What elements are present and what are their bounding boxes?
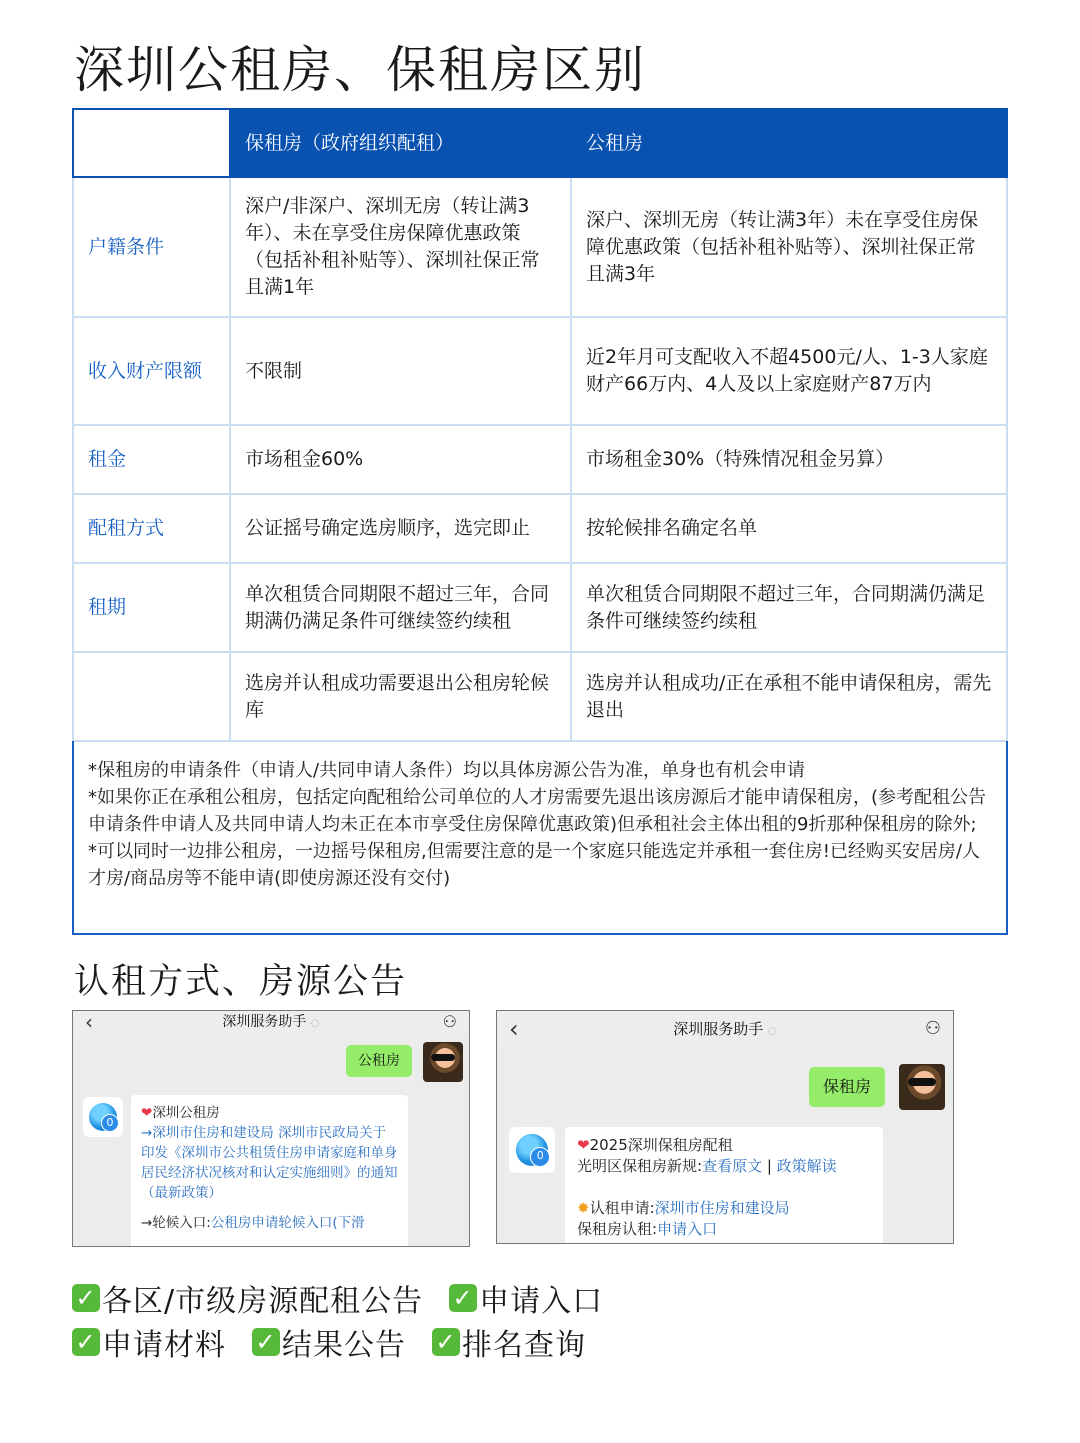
cell-bao: 不限制 bbox=[230, 317, 571, 425]
checkmark-icon: ✓ bbox=[252, 1328, 280, 1356]
entry-row bbox=[141, 1213, 398, 1233]
zero-badge: 0 bbox=[101, 1114, 119, 1132]
line1-prefix: 光明区保租房新规: bbox=[577, 1157, 703, 1175]
heart-icon: ❤ bbox=[141, 1105, 153, 1121]
notes-box bbox=[72, 741, 1008, 935]
table-row bbox=[73, 494, 1007, 563]
user-message-bubble: 保租房 bbox=[809, 1067, 885, 1107]
checklist-row-2 bbox=[72, 1320, 612, 1364]
note-line: *保租房的申请条件（申请人/共同申请人条件）均以具体房源公告为准，单身也有机会申请 bbox=[88, 760, 806, 781]
rent-row bbox=[577, 1219, 871, 1240]
header-gongzufang: 公租房 bbox=[571, 109, 1007, 177]
user-avatar bbox=[423, 1042, 463, 1082]
card-title: 2025深圳保租房配租 bbox=[589, 1136, 733, 1154]
back-icon[interactable]: ‹ bbox=[509, 1015, 519, 1043]
chat-title: 深圳服务助手 bbox=[673, 1020, 764, 1038]
cell-gong: 选房并认租成功/正在承租不能申请保租房，需先退出 bbox=[571, 652, 1007, 741]
bot-message-card bbox=[131, 1095, 408, 1247]
user-message-bubble: 公租房 bbox=[346, 1045, 412, 1077]
table-header-row bbox=[73, 109, 1007, 177]
note-line: *可以同时一边排公租房，一边摇号保租房,但需要注意的是一个家庭只能选定并承租一套住房!已经购买安居房/人才房/商品房等不能申请(即使房源还没有交付) bbox=[88, 841, 980, 889]
sun-icon: ✹ bbox=[577, 1199, 590, 1217]
table-row bbox=[73, 425, 1007, 494]
view-original-link[interactable]: 查看原文 bbox=[702, 1157, 763, 1175]
checklist-row-1 bbox=[72, 1276, 629, 1320]
cell-gong: 按轮候排名确定名单 bbox=[571, 494, 1007, 563]
cell-gong: 单次租赁合同期限不超过三年，合同期满仍满足条件可继续签约续租 bbox=[571, 563, 1007, 652]
bot-avatar-icon bbox=[509, 1127, 555, 1173]
table-row bbox=[73, 652, 1007, 741]
header-empty-cell bbox=[73, 109, 230, 177]
cell-gong: 深户、深圳无房（转让满3年）未在享受住房保障优惠政策（包括补租补贴等）、深圳社保正常且满3年 bbox=[571, 177, 1007, 317]
row-label bbox=[73, 652, 230, 741]
cell-bao: 市场租金60% bbox=[230, 425, 571, 494]
chat-screenshot-left bbox=[72, 1010, 470, 1247]
table-row bbox=[73, 317, 1007, 425]
header-baozufang: 保租房（政府组织配租） bbox=[230, 109, 571, 177]
bot-message-card bbox=[565, 1127, 883, 1244]
check-item bbox=[432, 1320, 586, 1364]
heart-icon: ❤ bbox=[577, 1136, 590, 1154]
avatar-glasses bbox=[908, 1078, 936, 1086]
row-label: 租金 bbox=[73, 425, 230, 494]
user-avatar bbox=[899, 1064, 945, 1110]
table-row bbox=[73, 563, 1007, 652]
checkmark-icon: ✓ bbox=[432, 1328, 460, 1356]
check-item-label: 申请材料 bbox=[102, 1328, 226, 1363]
table-row bbox=[73, 177, 1007, 317]
entry-link[interactable]: 公租房申请轮候入口(下滑 bbox=[210, 1215, 365, 1231]
row-label: 配租方式 bbox=[73, 494, 230, 563]
card-title-row bbox=[577, 1135, 871, 1156]
avatar-glasses bbox=[431, 1054, 455, 1061]
cell-gong: 市场租金30%（特殊情况租金另算） bbox=[571, 425, 1007, 494]
checkmark-icon: ✓ bbox=[72, 1328, 100, 1356]
user-icon[interactable]: ⚇ bbox=[442, 1012, 457, 1031]
check-item-label: 各区/市级房源配租公告 bbox=[102, 1284, 424, 1319]
row-label: 收入财产限额 bbox=[73, 317, 230, 425]
cell-bao: 选房并认租成功需要退出公租房轮候库 bbox=[230, 652, 571, 741]
new-rules-row bbox=[577, 1156, 871, 1177]
chat-header bbox=[73, 1011, 469, 1035]
line3-prefix: 保租房认租: bbox=[577, 1220, 658, 1238]
cell-bao: 深户/非深户、深圳无房（转让满3年）、未在享受住房保障优惠政策（包括补租补贴等）、深圳社保正常且满1年 bbox=[230, 177, 571, 317]
user-icon[interactable]: ⚇ bbox=[924, 1018, 941, 1039]
policy-link[interactable]: →深圳市住房和建设局 深圳市民政局关于印发《深圳市公共租赁住房申请家庭和单身居民经济状况核对和认定实施细则》的通知（最新政策） bbox=[141, 1125, 398, 1201]
check-item-label: 结果公告 bbox=[282, 1328, 406, 1363]
cell-bao: 单次租赁合同期限不超过三年，合同期满仍满足条件可继续签约续租 bbox=[230, 563, 571, 652]
section-subtitle: 认租方式、房源公告 bbox=[74, 962, 408, 1002]
entry-prefix: →轮候入口: bbox=[141, 1215, 211, 1231]
apply-row bbox=[577, 1198, 871, 1219]
card-title: 深圳公租房 bbox=[152, 1105, 220, 1121]
chat-screenshot-right bbox=[496, 1010, 954, 1244]
cell-gong: 近2年月可支配收入不超4500元/人、1-3人家庭财产66万内、4人及以上家庭财产87万内 bbox=[571, 317, 1007, 425]
note-line: *如果你正在承租公租房，包括定向配租给公司单位的人才房需要先退出该房源后才能申请保租房，(参考配租公告申请条件申请人及共同申请人均未正在本市享受住房保障优惠政策)但承租社会主体出租的9折那种保租房的除外; bbox=[88, 787, 987, 835]
back-icon[interactable]: ‹ bbox=[85, 1010, 93, 1034]
row-label: 户籍条件 bbox=[73, 177, 230, 317]
check-item bbox=[72, 1276, 423, 1320]
ear-icon: ◌ bbox=[768, 1026, 777, 1037]
page-title: 深圳公租房、保租房区别 bbox=[74, 41, 646, 99]
row-label: 租期 bbox=[73, 563, 230, 652]
zero-badge: 0 bbox=[530, 1147, 550, 1167]
check-item-label: 申请入口 bbox=[479, 1284, 604, 1319]
checkmark-icon: ✓ bbox=[72, 1284, 100, 1312]
check-item bbox=[449, 1276, 603, 1320]
check-item bbox=[252, 1320, 406, 1364]
policy-interpretation-link[interactable]: 政策解读 bbox=[776, 1157, 837, 1175]
check-item bbox=[72, 1320, 226, 1364]
chat-title: 深圳服务助手 bbox=[222, 1014, 307, 1030]
comparison-table bbox=[72, 108, 1008, 742]
checkmark-icon: ✓ bbox=[449, 1284, 477, 1312]
card-title-row bbox=[141, 1103, 398, 1123]
line2-prefix: 认租申请: bbox=[589, 1199, 655, 1217]
bot-avatar-icon bbox=[83, 1097, 123, 1137]
separator: | bbox=[762, 1157, 777, 1175]
check-item-label: 排名查询 bbox=[462, 1328, 586, 1363]
housing-bureau-link[interactable]: 深圳市住房和建设局 bbox=[654, 1199, 790, 1217]
apply-entry-link[interactable]: 申请入口 bbox=[657, 1220, 718, 1238]
ear-icon: ◌ bbox=[310, 1018, 320, 1029]
cell-bao: 公证摇号确定选房顺序，选完即止 bbox=[230, 494, 571, 563]
chat-header bbox=[497, 1011, 953, 1047]
